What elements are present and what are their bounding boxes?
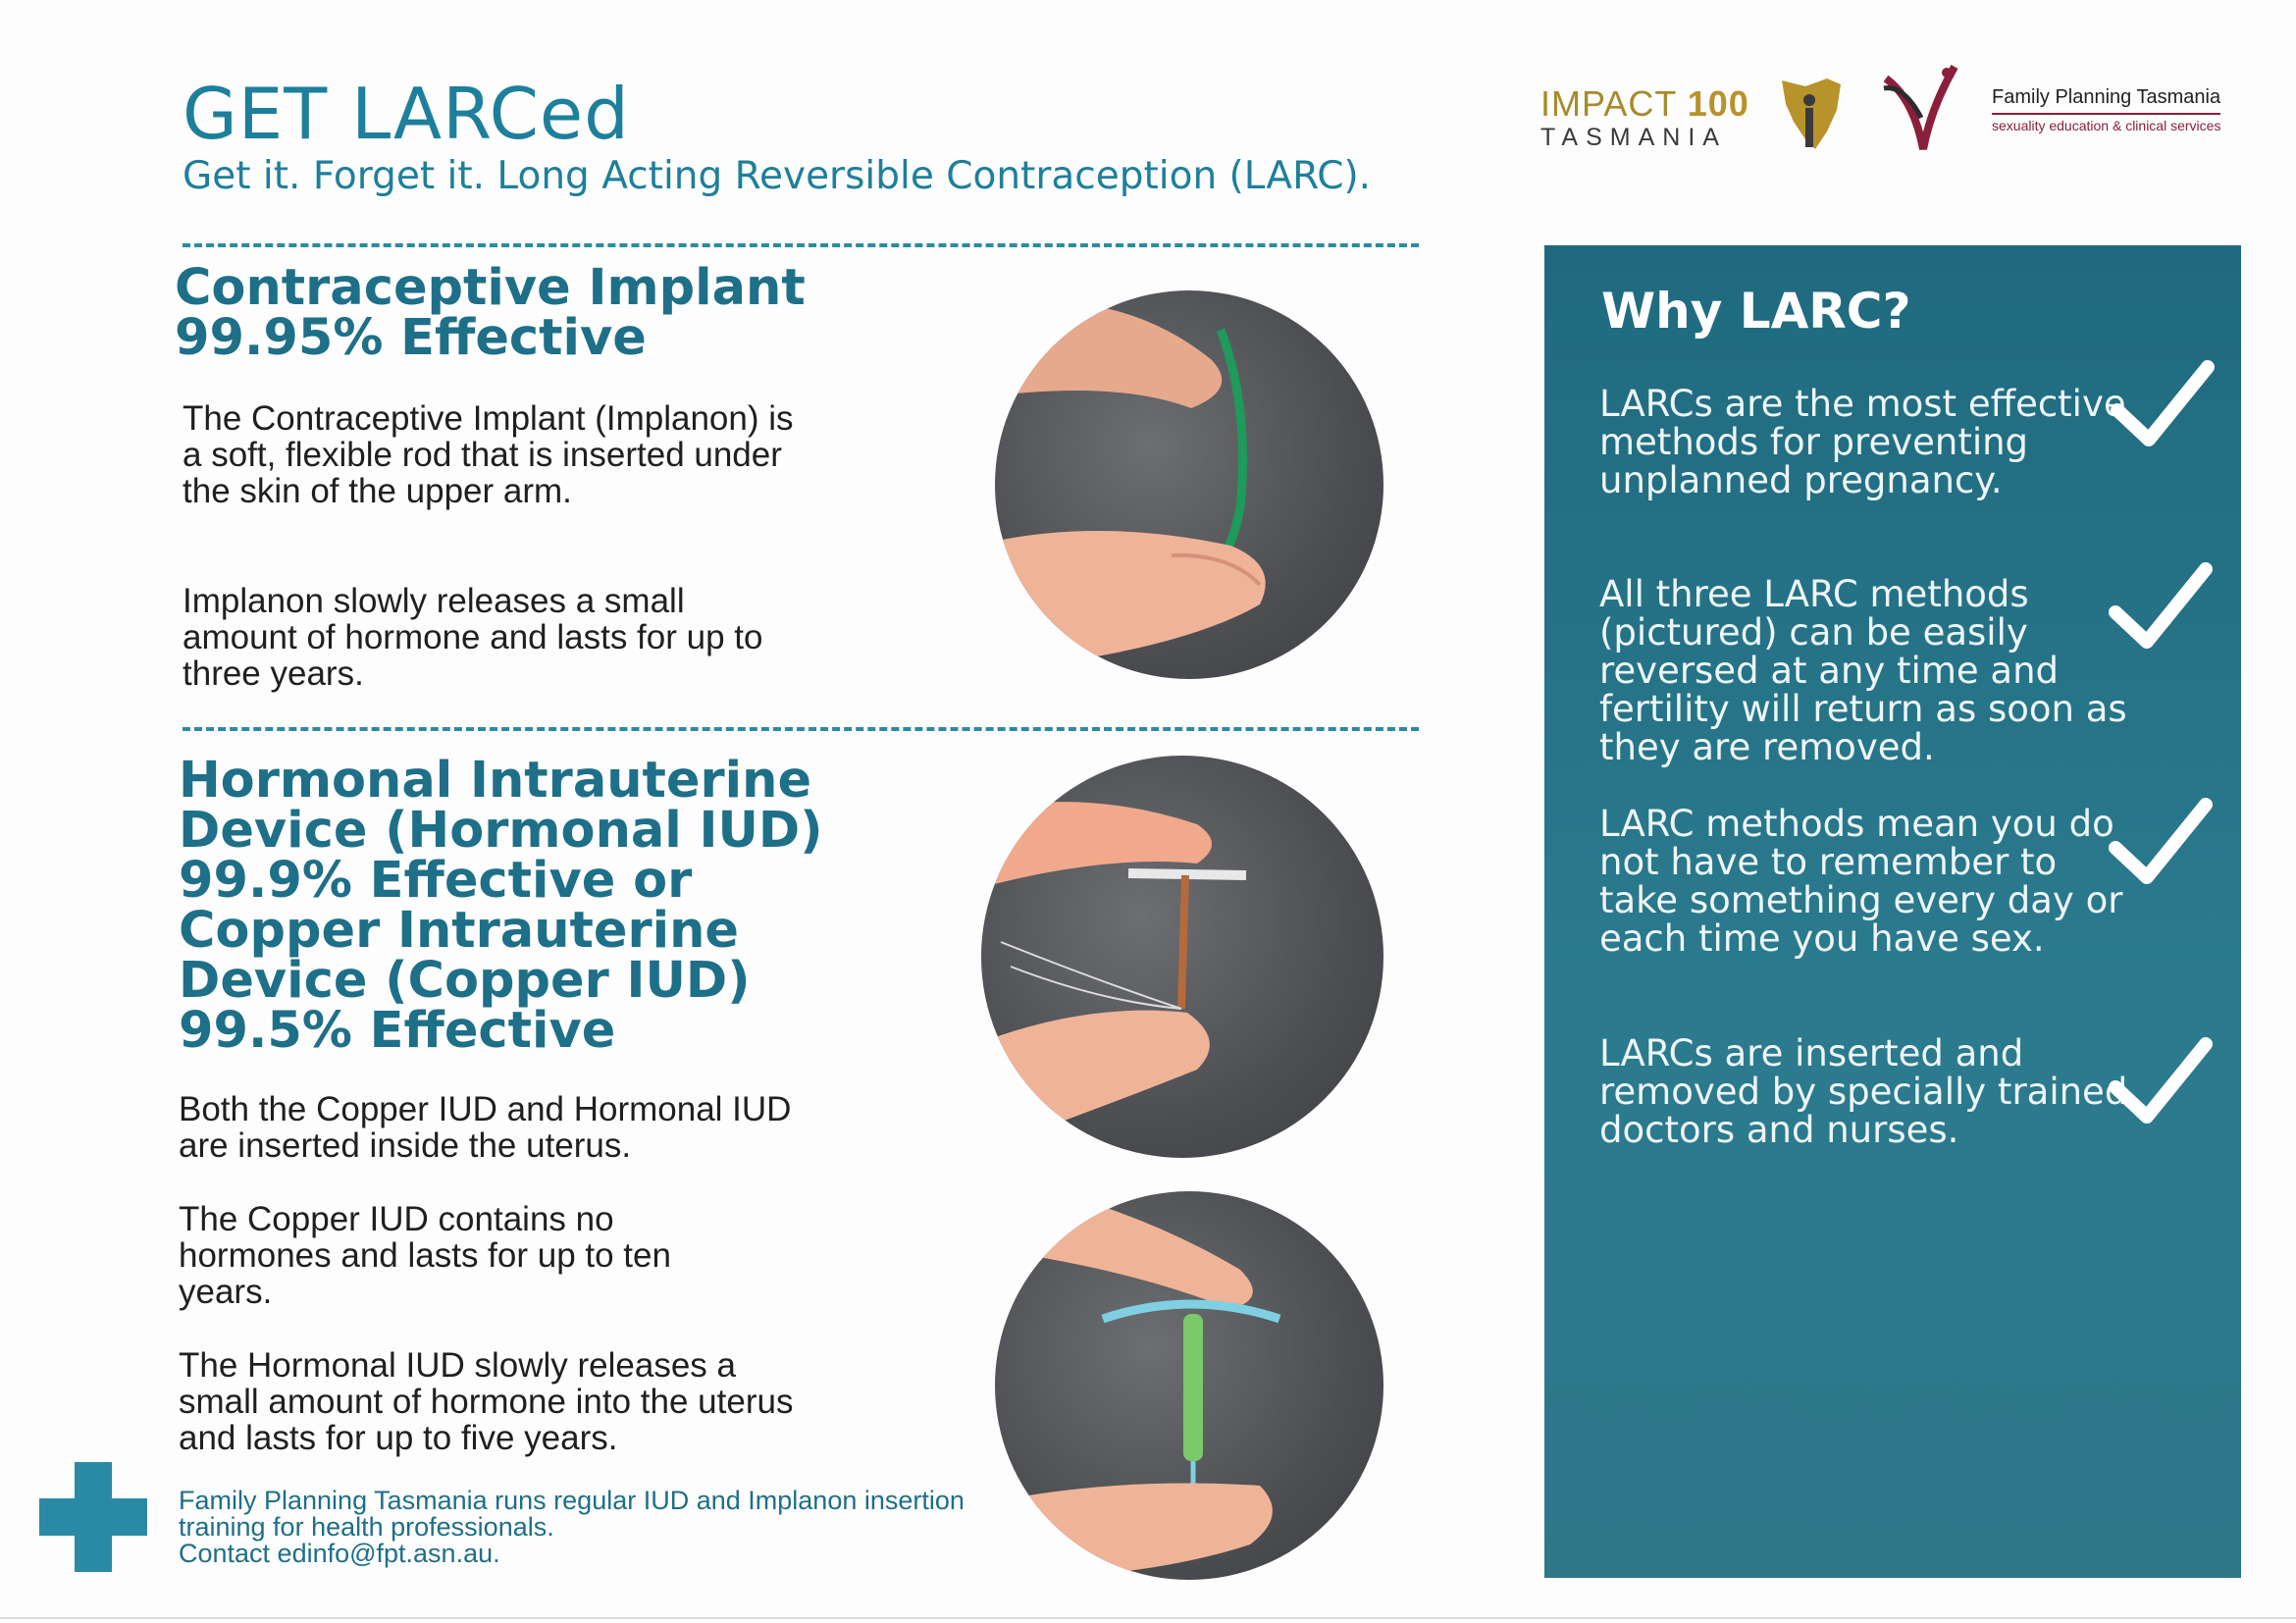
hormonal-iud-photo <box>995 1191 1383 1580</box>
why-larc-title: Why LARC? <box>1601 283 1911 340</box>
section-divider <box>183 727 1419 731</box>
fpt-logo-name: Family Planning Tasmania <box>1992 86 2220 115</box>
checkmark-icon <box>2108 793 2216 891</box>
why-point-2: All three LARC methods (pictured) can be easily reversed at any time and fertility will return as soon as they are removed. <box>1599 573 2127 768</box>
tasmania-map-icon <box>1776 71 1847 159</box>
hormonal-iud-illustration <box>995 1191 1383 1580</box>
medical-cross-icon <box>39 1462 147 1572</box>
checkmark-icon <box>2108 557 2216 655</box>
copper-iud-illustration <box>981 756 1383 1158</box>
implant-duration-text: Implanon slowly releases a small amount of hormone and lasts for up to three years. <box>183 582 763 693</box>
iud-insertion-text: Both the Copper IUD and Hormonal IUD are inserted inside the uterus. <box>179 1090 792 1165</box>
checkmark-icon <box>2110 355 2218 453</box>
impact-logo-word: IMPACT <box>1540 83 1677 124</box>
contact-email-text: Contact edinfo@fpt.asn.au. <box>179 1539 500 1568</box>
fpt-logo-tagline: sexuality education & clinical services <box>1992 118 2221 133</box>
impact-logo-number: 100 <box>1687 83 1749 124</box>
implant-illustration <box>995 290 1383 679</box>
implant-photo <box>995 290 1383 679</box>
copper-iud-text: The Copper IUD contains no hormones and lasts for up to ten years. <box>179 1200 671 1311</box>
page-subtitle: Get it. Forget it. Long Acting Reversible Contraception (LARC). <box>183 154 1372 198</box>
implant-description: The Contraceptive Implant (Implanon) is a soft, flexible rod that is inserted under the skin of the upper arm. <box>183 399 794 510</box>
copper-iud-photo <box>981 756 1383 1158</box>
iud-heading: Hormonal Intrauterine Device (Hormonal IUD) 99.9% Effective or Copper Intrauterine Device (Copper IUD) 99.5% Effective <box>179 752 823 1060</box>
impact-100-logo <box>1540 83 1796 151</box>
impact-logo-tasmania: TASMANIA <box>1540 124 1727 151</box>
page-title: GET LARCed <box>183 73 630 155</box>
hormonal-iud-text: The Hormonal IUD slowly releases a small amount of hormone into the uterus and lasts for up to five years. <box>179 1346 794 1457</box>
page-edge-line <box>0 1617 2296 1619</box>
why-point-1: LARCs are the most effective methods for preventing unplanned pregnancy. <box>1599 383 2126 501</box>
why-point-3: LARC methods mean you do not have to remember to take something every day or each time you have sex. <box>1599 803 2123 960</box>
section-divider <box>183 243 1419 247</box>
why-point-4: LARCs are inserted and removed by specially trained doctors and nurses. <box>1599 1032 2128 1151</box>
implant-heading: Contraceptive Implant 99.95% Effective <box>175 259 806 367</box>
training-footer: Family Planning Tasmania runs regular IUD and Implanon insertion training for health professionals. Contact edinfo@fpt.asn.au. <box>179 1488 983 1567</box>
family-planning-tasmania-emblem <box>1874 59 1972 157</box>
checkmark-icon <box>2108 1032 2216 1130</box>
